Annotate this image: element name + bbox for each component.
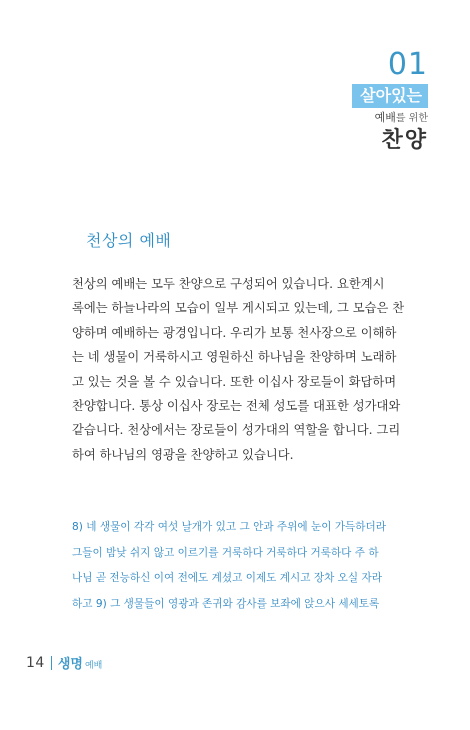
chapter-number: 01 <box>387 47 428 82</box>
chapter-main-title: 찬양 <box>381 128 428 153</box>
chapter-title-block <box>352 84 428 108</box>
page-footer <box>26 653 102 672</box>
footer-divider <box>51 656 52 670</box>
footer-brand: 생명 <box>57 657 83 672</box>
chapter-title: 살아있는 <box>352 84 428 108</box>
page-number: 14 <box>26 654 45 671</box>
scripture-quote: 8) 네 생물이 각각 여섯 날개가 있고 그 안과 주위에 눈이 가득하더라 그들이 밤낮 쉬지 않고 이르기를 거룩하다 거룩하다 거룩하다 주 하 나님 곧 전능하신 이여 전에도 계셨고 이제도 계시고 장차 오실 자라 하고 9) 그 생물들이 영광과 존귀와 감사를 보좌에 앉으사 세세토록 <box>72 521 386 610</box>
footer-brand-sub: 예배 <box>84 660 103 671</box>
body-paragraph: 천상의 예배는 모두 찬양으로 구성되어 있습니다. 요한계시 록에는 하늘나라의 모습이 일부 게시되고 있는데, 그 모습은 찬 양하며 예배하는 광경입니다. 우리가 보통 천사장으로 이해하 는 네 생물이 거룩하시고 영원하신 하나님을 찬양하며 노래하 고 있는 것을 볼 수 있습니다. 또한 이십사 장로들이 화답하며 찬양합니다. 통상 이십사 장로는 전체 성도를 대표한 성가대와 같습니다. 천상에서는 장로들이 성가대의 역할을 합니다. 그리 하여 하나님의 영광을 찬양하고 있습니다. <box>72 277 405 462</box>
chapter-subtitle-rest: 를 위한 <box>395 113 428 124</box>
section-title: 천상의 예배 <box>86 231 172 250</box>
chapter-subtitle-bold: 예배 <box>374 111 396 124</box>
